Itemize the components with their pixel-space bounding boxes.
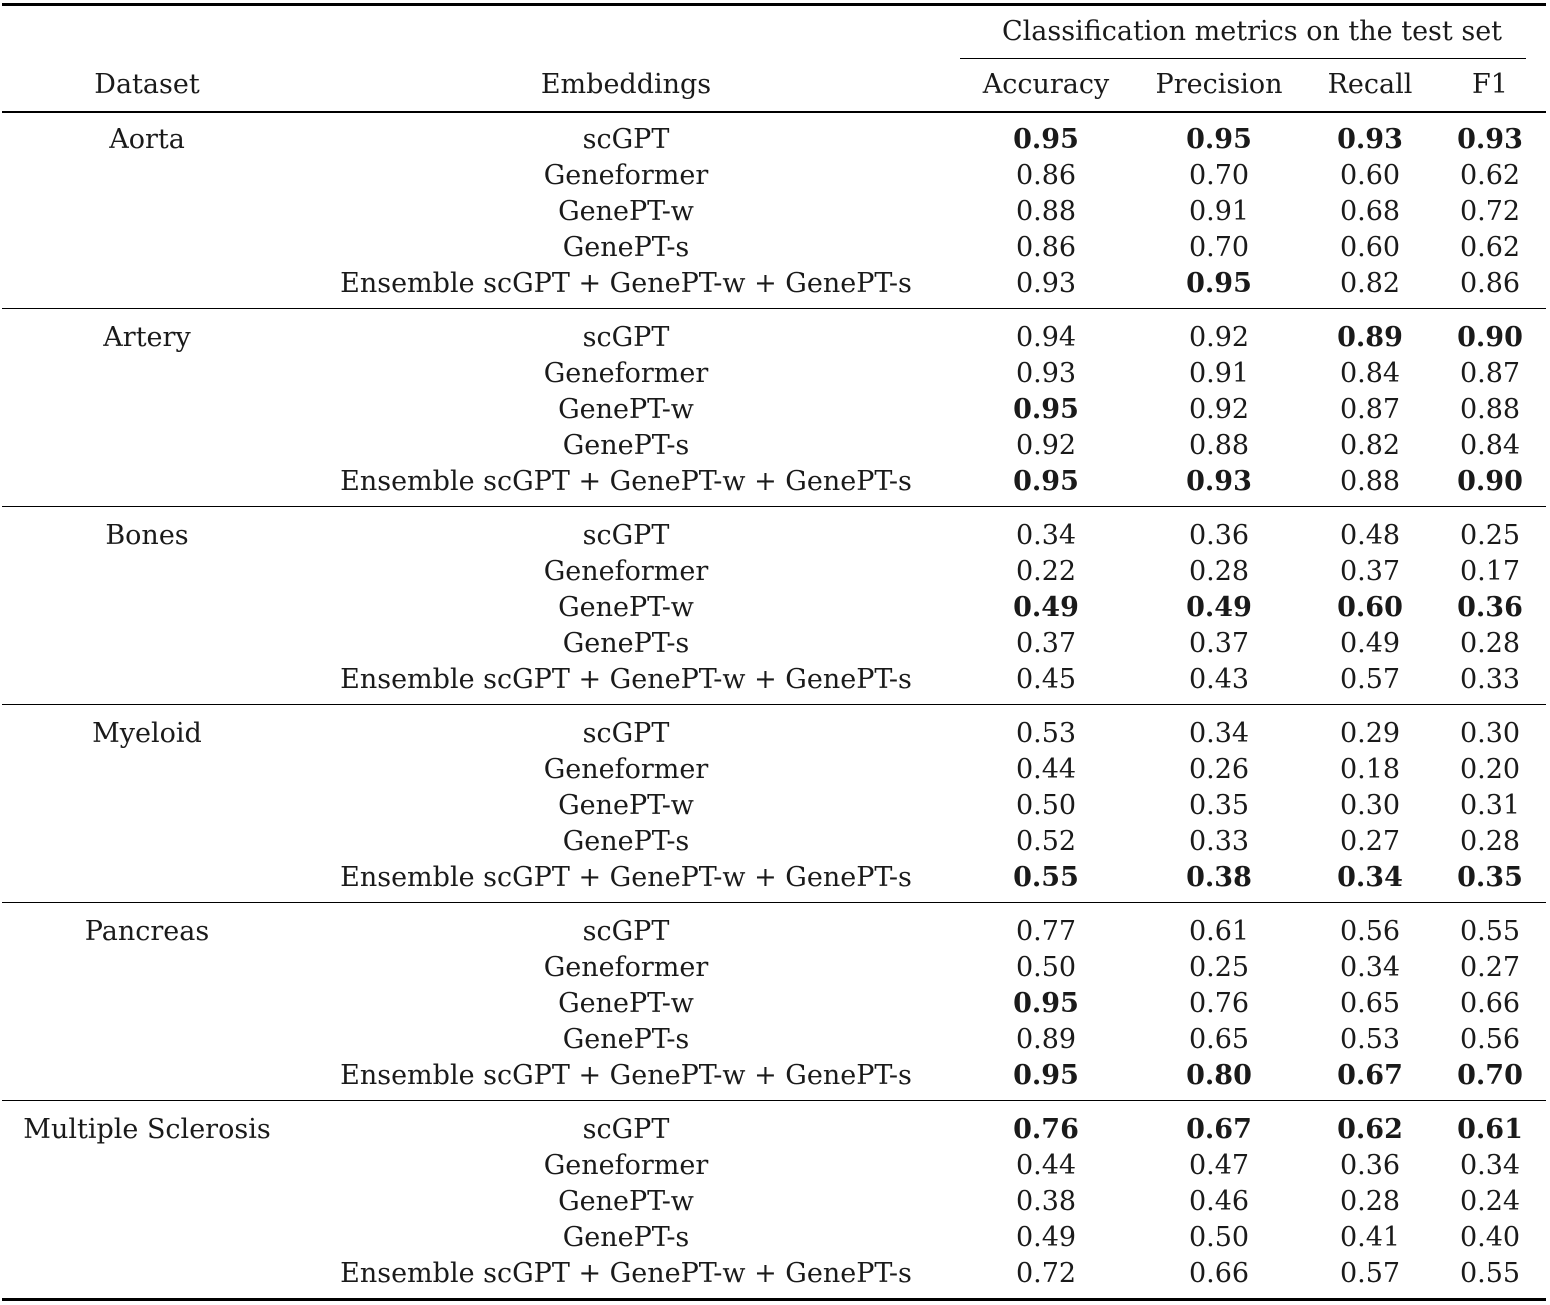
f1-value: 0.31: [1459, 790, 1521, 821]
f1-value: 0.25: [1459, 520, 1521, 551]
recall-value: 0.36: [1339, 1150, 1401, 1181]
f1-value: 0.93: [1457, 124, 1523, 155]
embedding-label: Geneformer: [543, 754, 709, 785]
recall-value: 0.60: [1337, 592, 1403, 623]
accuracy-column-header: Accuracy: [982, 69, 1110, 100]
accuracy-value: 0.95: [1013, 124, 1079, 155]
recall-value: 0.56: [1339, 916, 1401, 947]
accuracy-value: 0.95: [1013, 466, 1079, 497]
precision-value: 0.47: [1188, 1150, 1250, 1181]
recall-value: 0.30: [1339, 790, 1401, 821]
embedding-label: scGPT: [582, 322, 670, 353]
accuracy-value: 0.92: [1015, 430, 1077, 461]
f1-value: 0.61: [1457, 1114, 1523, 1145]
precision-value: 0.25: [1188, 952, 1250, 983]
accuracy-value: 0.37: [1015, 628, 1077, 659]
precision-value: 0.93: [1186, 466, 1252, 497]
accuracy-value: 0.77: [1015, 916, 1077, 947]
recall-value: 0.27: [1339, 826, 1401, 857]
accuracy-value: 0.49: [1015, 1222, 1077, 1253]
embedding-label: GenePT-s: [562, 826, 690, 857]
accuracy-value: 0.44: [1015, 754, 1077, 785]
embedding-label: Ensemble scGPT + GenePT-w + GenePT-s: [340, 664, 912, 695]
precision-value: 0.80: [1186, 1060, 1252, 1091]
f1-value: 0.24: [1459, 1186, 1521, 1217]
accuracy-value: 0.44: [1015, 1150, 1077, 1181]
precision-value: 0.95: [1186, 124, 1252, 155]
recall-column-header: Recall: [1327, 69, 1413, 100]
f1-value: 0.55: [1459, 916, 1521, 947]
accuracy-value: 0.86: [1015, 232, 1077, 263]
embedding-label: Geneformer: [543, 556, 709, 587]
precision-value: 0.26: [1188, 754, 1250, 785]
f1-value: 0.36: [1457, 592, 1523, 623]
dataset-label: Myeloid: [92, 718, 202, 749]
recall-value: 0.60: [1339, 232, 1401, 263]
embedding-label: GenePT-w: [558, 592, 694, 623]
accuracy-value: 0.95: [1013, 1060, 1079, 1091]
f1-value: 0.62: [1459, 232, 1521, 263]
f1-value: 0.27: [1459, 952, 1521, 983]
accuracy-value: 0.76: [1013, 1114, 1079, 1145]
f1-value: 0.70: [1457, 1060, 1523, 1091]
embedding-label: Geneformer: [543, 1150, 709, 1181]
recall-value: 0.37: [1339, 556, 1401, 587]
recall-value: 0.87: [1339, 394, 1401, 425]
embedding-label: Ensemble scGPT + GenePT-w + GenePT-s: [340, 1258, 912, 1289]
precision-value: 0.76: [1188, 988, 1250, 1019]
precision-value: 0.92: [1188, 394, 1250, 425]
metrics-group-header: Classification metrics on the test set: [1001, 16, 1503, 47]
embedding-label: GenePT-s: [562, 1222, 690, 1253]
embeddings-column-header: Embeddings: [540, 69, 712, 100]
dataset-label: Aorta: [109, 124, 185, 155]
precision-value: 0.92: [1188, 322, 1250, 353]
accuracy-value: 0.49: [1013, 592, 1079, 623]
recall-value: 0.88: [1339, 466, 1401, 497]
accuracy-value: 0.50: [1015, 952, 1077, 983]
accuracy-value: 0.52: [1015, 826, 1077, 857]
embedding-label: GenePT-w: [558, 790, 694, 821]
recall-value: 0.48: [1339, 520, 1401, 551]
precision-value: 0.50: [1188, 1222, 1250, 1253]
accuracy-value: 0.93: [1015, 358, 1077, 389]
recall-value: 0.34: [1337, 862, 1403, 893]
precision-value: 0.38: [1186, 862, 1252, 893]
f1-value: 0.33: [1459, 664, 1521, 695]
precision-value: 0.34: [1188, 718, 1250, 749]
f1-value: 0.34: [1459, 1150, 1521, 1181]
f1-value: 0.90: [1457, 466, 1523, 497]
precision-value: 0.70: [1188, 232, 1250, 263]
accuracy-value: 0.34: [1015, 520, 1077, 551]
f1-value: 0.56: [1459, 1024, 1521, 1055]
top-rule: [2, 3, 1546, 6]
recall-value: 0.29: [1339, 718, 1401, 749]
embedding-label: GenePT-s: [562, 430, 690, 461]
recall-value: 0.65: [1339, 988, 1401, 1019]
accuracy-value: 0.95: [1013, 988, 1079, 1019]
accuracy-value: 0.86: [1015, 160, 1077, 191]
f1-value: 0.20: [1459, 754, 1521, 785]
embedding-label: scGPT: [582, 520, 670, 551]
embedding-label: GenePT-s: [562, 232, 690, 263]
recall-value: 0.60: [1339, 160, 1401, 191]
recall-value: 0.82: [1339, 268, 1401, 299]
precision-value: 0.88: [1188, 430, 1250, 461]
accuracy-value: 0.45: [1015, 664, 1077, 695]
precision-value: 0.91: [1188, 196, 1250, 227]
f1-value: 0.62: [1459, 160, 1521, 191]
recall-value: 0.67: [1337, 1060, 1403, 1091]
accuracy-value: 0.22: [1015, 556, 1077, 587]
f1-value: 0.84: [1459, 430, 1521, 461]
embedding-label: GenePT-s: [562, 1024, 690, 1055]
group-separator-rule: [2, 308, 1546, 309]
embedding-label: Geneformer: [543, 160, 709, 191]
dataset-label: Pancreas: [84, 916, 210, 947]
embedding-label: GenePT-w: [558, 988, 694, 1019]
f1-value: 0.35: [1457, 862, 1523, 893]
embedding-label: GenePT-w: [558, 196, 694, 227]
recall-value: 0.53: [1339, 1024, 1401, 1055]
accuracy-value: 0.55: [1013, 862, 1079, 893]
precision-column-header: Precision: [1155, 69, 1283, 100]
group-separator-rule: [2, 1100, 1546, 1101]
precision-value: 0.36: [1188, 520, 1250, 551]
f1-value: 0.40: [1459, 1222, 1521, 1253]
f1-value: 0.17: [1459, 556, 1521, 587]
precision-value: 0.49: [1186, 592, 1252, 623]
bottom-rule: [2, 1298, 1546, 1301]
recall-value: 0.84: [1339, 358, 1401, 389]
precision-value: 0.61: [1188, 916, 1250, 947]
recall-value: 0.41: [1339, 1222, 1401, 1253]
recall-value: 0.28: [1339, 1186, 1401, 1217]
precision-value: 0.46: [1188, 1186, 1250, 1217]
f1-value: 0.88: [1459, 394, 1521, 425]
embedding-label: scGPT: [582, 1114, 670, 1145]
accuracy-value: 0.95: [1013, 394, 1079, 425]
precision-value: 0.70: [1188, 160, 1250, 191]
recall-value: 0.62: [1337, 1114, 1403, 1145]
dataset-column-header: Dataset: [94, 69, 200, 100]
recall-value: 0.57: [1339, 1258, 1401, 1289]
precision-value: 0.91: [1188, 358, 1250, 389]
f1-value: 0.87: [1459, 358, 1521, 389]
accuracy-value: 0.94: [1015, 322, 1077, 353]
dataset-label: Artery: [103, 322, 191, 353]
recall-value: 0.57: [1339, 664, 1401, 695]
f1-value: 0.55: [1459, 1258, 1521, 1289]
embedding-label: GenePT-w: [558, 394, 694, 425]
f1-value: 0.72: [1459, 196, 1521, 227]
recall-value: 0.34: [1339, 952, 1401, 983]
embedding-label: Ensemble scGPT + GenePT-w + GenePT-s: [340, 466, 912, 497]
recall-value: 0.49: [1339, 628, 1401, 659]
embedding-label: Geneformer: [543, 952, 709, 983]
recall-value: 0.93: [1337, 124, 1403, 155]
precision-value: 0.95: [1186, 268, 1252, 299]
embedding-label: Ensemble scGPT + GenePT-w + GenePT-s: [340, 1060, 912, 1091]
precision-value: 0.28: [1188, 556, 1250, 587]
group-separator-rule: [2, 506, 1546, 507]
accuracy-value: 0.72: [1015, 1258, 1077, 1289]
dataset-label: Bones: [105, 520, 189, 551]
dataset-label: Multiple Sclerosis: [23, 1114, 271, 1145]
embedding-label: scGPT: [582, 718, 670, 749]
precision-value: 0.67: [1186, 1114, 1252, 1145]
precision-value: 0.35: [1188, 790, 1250, 821]
embedding-label: Geneformer: [543, 358, 709, 389]
f1-value: 0.28: [1459, 826, 1521, 857]
f1-value: 0.66: [1459, 988, 1521, 1019]
f1-value: 0.28: [1459, 628, 1521, 659]
embedding-label: GenePT-w: [558, 1186, 694, 1217]
recall-value: 0.68: [1339, 196, 1401, 227]
embedding-label: Ensemble scGPT + GenePT-w + GenePT-s: [340, 862, 912, 893]
accuracy-value: 0.88: [1015, 196, 1077, 227]
recall-value: 0.82: [1339, 430, 1401, 461]
accuracy-value: 0.53: [1015, 718, 1077, 749]
group-header-underline: [960, 58, 1526, 59]
f1-value: 0.86: [1459, 268, 1521, 299]
f1-value: 0.90: [1457, 322, 1523, 353]
f1-column-header: F1: [1472, 69, 1508, 100]
accuracy-value: 0.89: [1015, 1024, 1077, 1055]
embedding-label: Ensemble scGPT + GenePT-w + GenePT-s: [340, 268, 912, 299]
accuracy-value: 0.38: [1015, 1186, 1077, 1217]
precision-value: 0.65: [1188, 1024, 1250, 1055]
precision-value: 0.43: [1188, 664, 1250, 695]
precision-value: 0.33: [1188, 826, 1250, 857]
embedding-label: GenePT-s: [562, 628, 690, 659]
accuracy-value: 0.50: [1015, 790, 1077, 821]
recall-value: 0.89: [1337, 322, 1403, 353]
accuracy-value: 0.93: [1015, 268, 1077, 299]
precision-value: 0.37: [1188, 628, 1250, 659]
f1-value: 0.30: [1459, 718, 1521, 749]
recall-value: 0.18: [1339, 754, 1401, 785]
group-separator-rule: [2, 902, 1546, 903]
header-rule: [2, 111, 1546, 113]
group-separator-rule: [2, 704, 1546, 705]
embedding-label: scGPT: [582, 916, 670, 947]
precision-value: 0.66: [1188, 1258, 1250, 1289]
embedding-label: scGPT: [582, 124, 670, 155]
